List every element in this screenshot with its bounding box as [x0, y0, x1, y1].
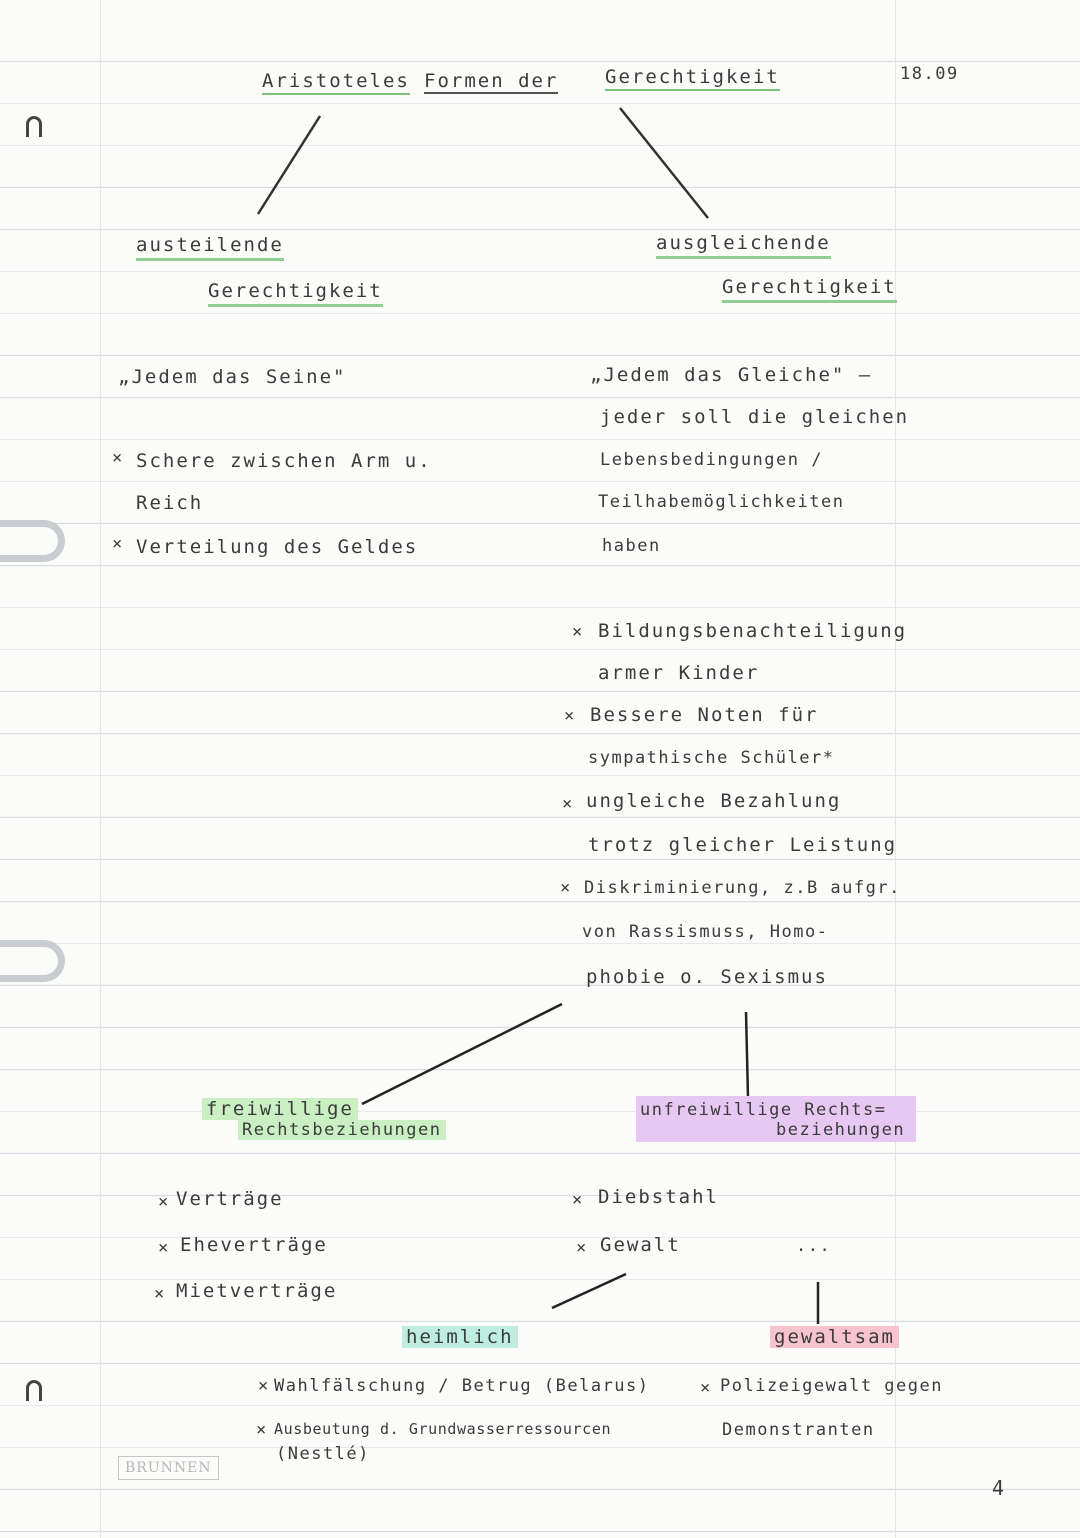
bullet-marker: × — [158, 1238, 170, 1258]
heimlich-item: (Nestlé) — [276, 1444, 370, 1464]
branch-line-heimlich — [552, 1274, 626, 1308]
branch-line-unfreiwillig — [746, 1012, 748, 1098]
example-line: phobie o. Sexismus — [586, 966, 828, 988]
quote-jedem-das-seine: „Jedem das Seine" — [118, 366, 347, 388]
unfreiwillig-item: Gewalt — [600, 1234, 681, 1256]
label-freiwillige: freiwillige — [202, 1098, 358, 1120]
branch-line-right — [620, 108, 708, 218]
gewaltsam-item: Polizeigewalt gegen — [720, 1376, 943, 1396]
title-gerechtigkeit: Gerechtigkeit — [605, 66, 780, 91]
example-line: Bildungsbenachteiligung — [598, 620, 908, 642]
unfreiwillig-item: Diebstahl — [598, 1186, 719, 1208]
branch-line-freiwillig — [362, 1004, 562, 1104]
title-formen-der: Formen der — [424, 70, 559, 92]
left-item: Reich — [136, 492, 204, 514]
heimlich-item: Ausbeutung d. Grundwasserressourcen — [274, 1420, 612, 1438]
bullet-marker: × — [576, 1238, 588, 1258]
example-line: Diskriminierung, z.B aufgr. — [584, 878, 901, 898]
bullet-marker: × — [560, 878, 572, 898]
left-item: Verteilung des Geldes — [136, 536, 419, 558]
bullet-marker: × — [112, 448, 124, 468]
example-line: von Rassismuss, Homo- — [582, 922, 829, 942]
example-line: sympathische Schüler* — [588, 748, 835, 768]
quote-line: Teilhabemöglichkeiten — [598, 492, 845, 512]
date: 18.09 — [900, 64, 959, 84]
title-aristoteles: Aristoteles — [262, 70, 410, 95]
vertrag-item: Verträge — [176, 1188, 284, 1210]
page-number: 4 — [992, 1476, 1007, 1500]
quote-line: jeder soll die gleichen — [600, 406, 910, 428]
label-beziehungen: beziehungen — [776, 1120, 906, 1140]
label-heimlich: heimlich — [402, 1326, 518, 1348]
heading-ausgleichende: ausgleichende — [656, 232, 831, 259]
bullet-marker: × — [562, 794, 574, 814]
vertrag-item: Eheverträge — [180, 1234, 328, 1256]
label-unfreiwillige: unfreiwillige Rechts= — [640, 1100, 887, 1120]
bullet-marker: × — [564, 706, 576, 726]
bullet-marker: × — [572, 1190, 584, 1210]
example-line: trotz gleicher Leistung — [588, 834, 898, 856]
example-line: armer Kinder — [598, 662, 760, 684]
ellipsis: ... — [796, 1236, 832, 1256]
example-line: ungleiche Bezahlung — [586, 790, 842, 812]
example-line: Bessere Noten für — [590, 704, 819, 726]
heading-gerechtigkeit-right: Gerechtigkeit — [722, 276, 897, 303]
left-item: Schere zwischen Arm u. — [136, 450, 432, 472]
brand-logo: BRUNNEN — [118, 1456, 219, 1480]
bullet-marker: × — [112, 534, 124, 554]
quote-line: „Jedem das Gleiche" – — [590, 364, 873, 386]
branch-line-left — [258, 116, 320, 214]
heimlich-item: Wahlfälschung / Betrug (Belarus) — [274, 1376, 650, 1396]
bullet-marker: × — [258, 1376, 270, 1396]
bullet-marker: × — [158, 1192, 170, 1212]
bullet-marker: × — [256, 1420, 268, 1440]
vertrag-item: Mietverträge — [176, 1280, 338, 1302]
heading-gerechtigkeit-left: Gerechtigkeit — [208, 280, 383, 307]
label-rechtsbeziehungen: Rechtsbeziehungen — [238, 1120, 446, 1140]
label-gewaltsam: gewaltsam — [770, 1326, 899, 1348]
bullet-marker: × — [700, 1378, 712, 1398]
gewaltsam-item: Demonstranten — [722, 1420, 875, 1440]
quote-line: Lebensbedingungen / — [600, 450, 823, 470]
bullet-marker: × — [572, 622, 584, 642]
bullet-marker: × — [154, 1284, 166, 1304]
quote-line: haben — [602, 536, 661, 556]
heading-austeilende: austeilende — [136, 234, 284, 261]
